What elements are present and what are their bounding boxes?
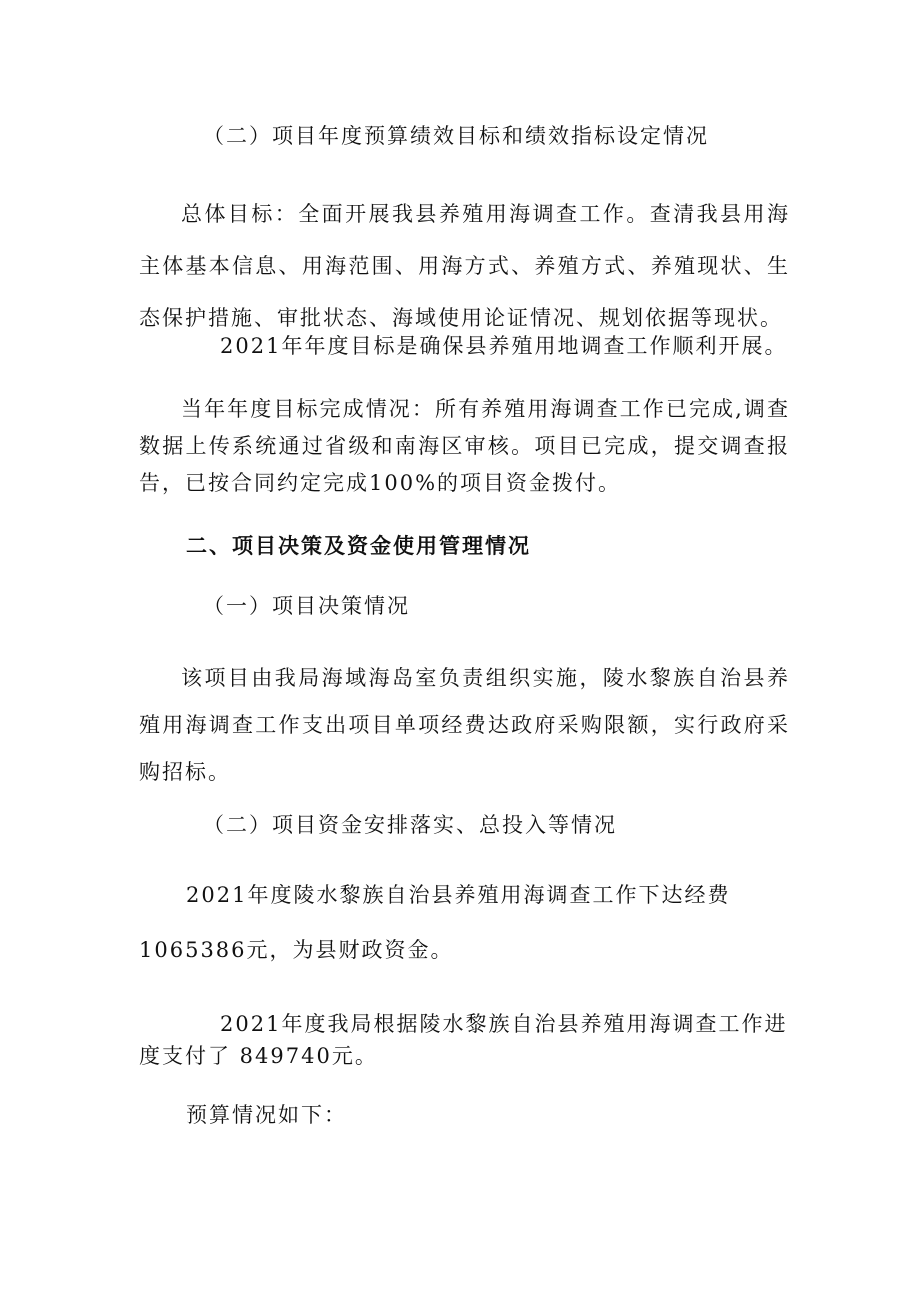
subsection-heading-funding: （二）项目资金安排落实、总投入等情况 <box>203 813 617 837</box>
payment-paragraph-line-2: 度支付了 849740元。 <box>139 1044 378 1068</box>
subsection-heading-decision: （一）项目决策情况 <box>203 594 410 618</box>
completion-status-paragraph: 当年年度目标完成情况：所有养殖用海调查工作已完成,调查数据上传系统通过省级和南海区审核。项目已完成，提交调查报告，已按合同约定完成100%的项目资金拨付。 <box>139 397 790 495</box>
budget-intro-line: 预算情况如下： <box>186 1103 347 1127</box>
part-two-title: 二、项目决策及资金使用管理情况 <box>186 533 531 558</box>
annual-goal-paragraph: 2021年年度目标是确保县养殖用地调查工作顺利开展。 <box>220 334 788 358</box>
section-heading-performance-targets: （二）项目年度预算绩效目标和绩效指标设定情况 <box>203 124 709 148</box>
payment-paragraph-line-1: 2021年度我局根据陵水黎族自治县养殖用海调查工作进 <box>220 1012 788 1036</box>
decision-paragraph: 该项目由我局海域海岛室负责组织实施，陵水黎族自治县养殖用海调查工作支出项目单项经费达政府采购限额，实行政府采购招标。 <box>139 666 790 784</box>
overall-goal-paragraph: 总体目标：全面开展我县养殖用海调查工作。查清我县用海主体基本信息、用海范围、用海方式、养殖方式、养殖现状、生态保护措施、审批状态、海域使用论证情况、规划依据等现状。 <box>139 202 790 330</box>
funding-paragraph-line-1: 2021年度陵水黎族自治县养殖用海调查工作下达经费 <box>186 883 731 907</box>
funding-paragraph-line-2: 1065386元，为县财政资金。 <box>139 938 454 962</box>
